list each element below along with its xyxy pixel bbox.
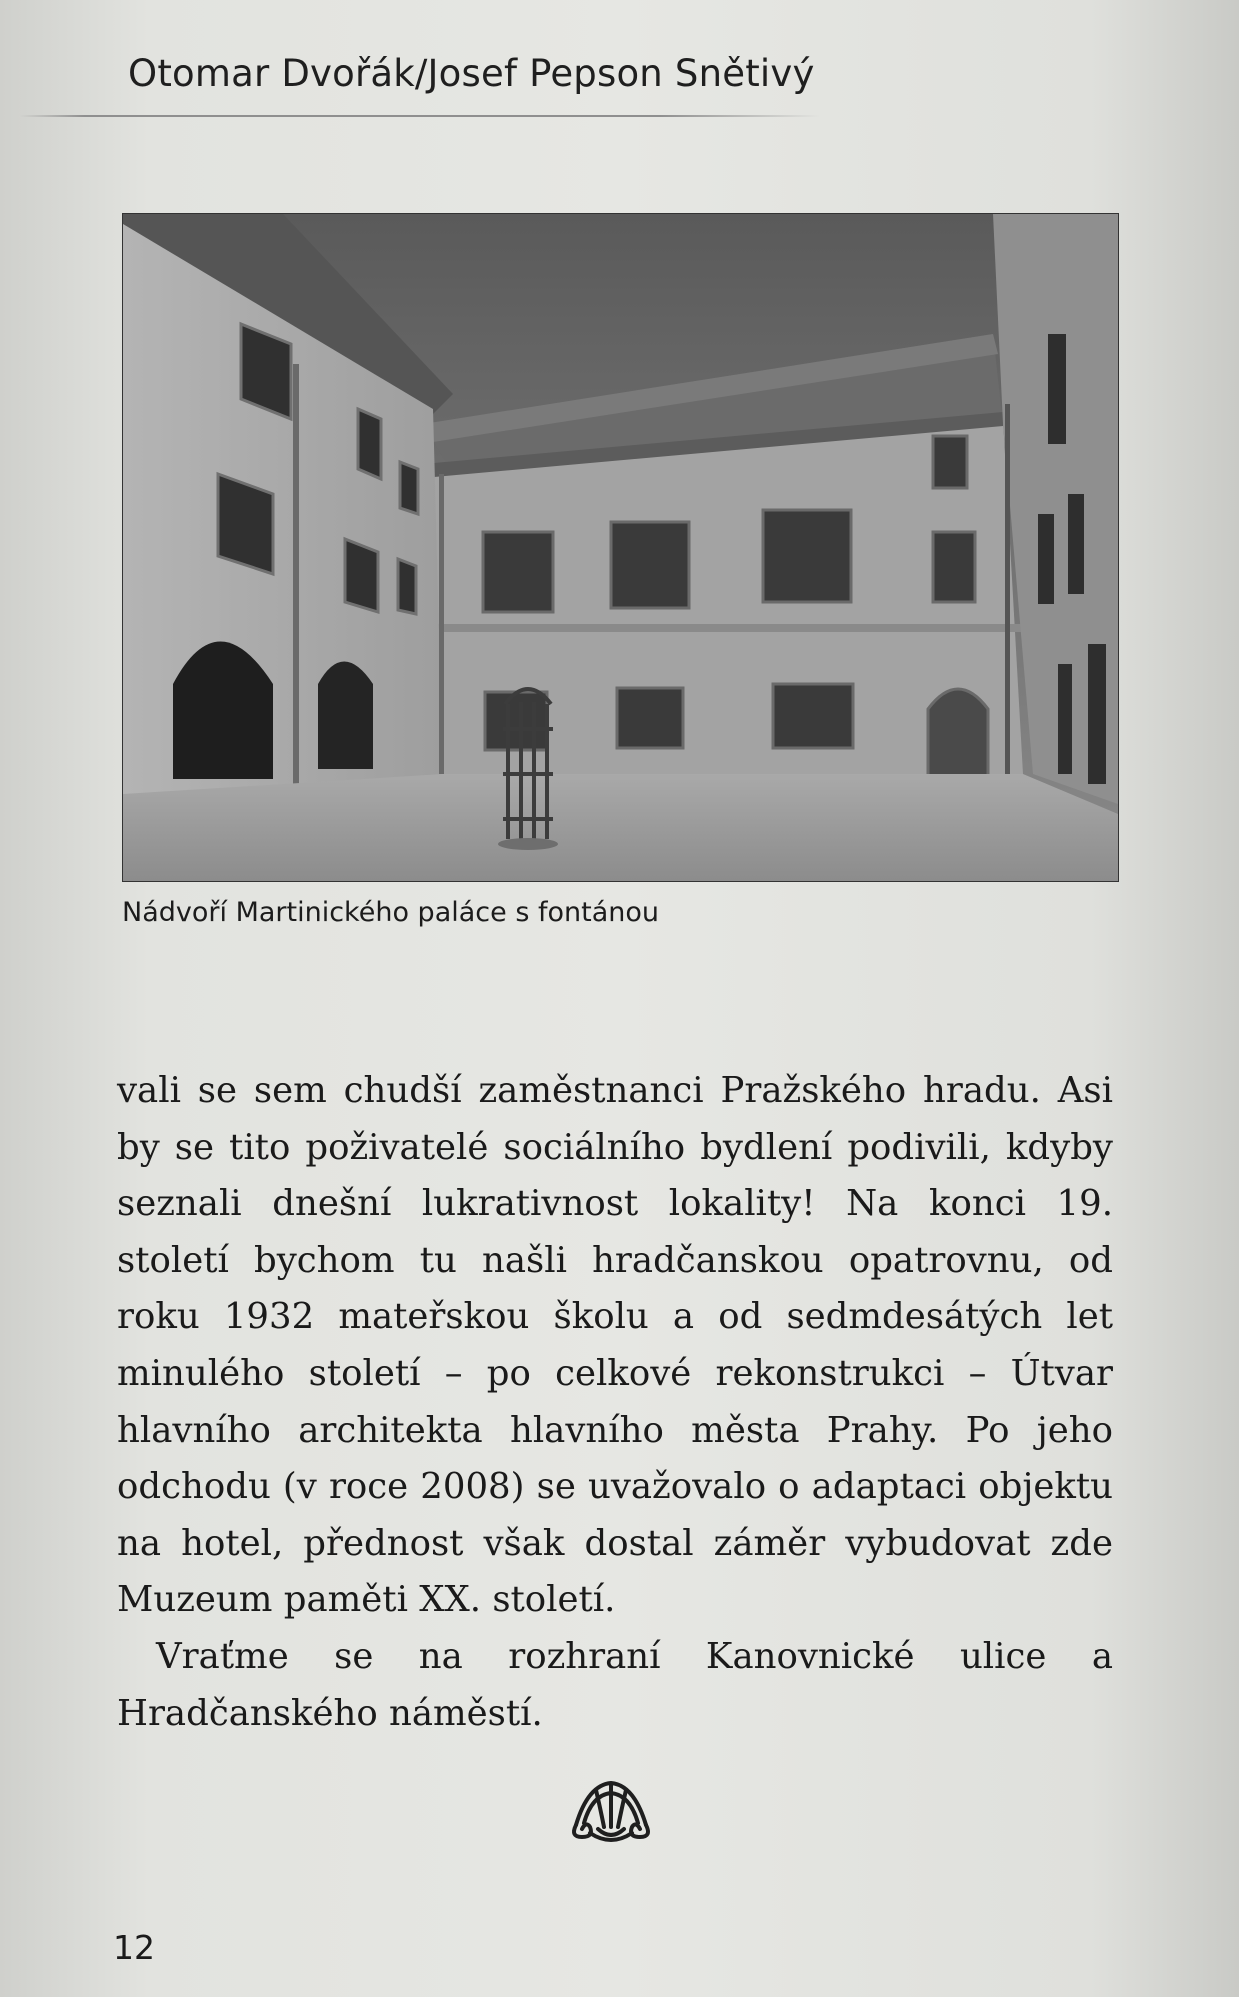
body-text	[117, 1063, 1113, 1742]
courtyard-photo	[122, 213, 1119, 882]
shell-ornament-icon	[568, 1775, 654, 1845]
paragraph-1: vali se sem chudší zaměstnanci Pražského hradu. Asi by se tito poživatelé sociálního bydlení podivili, kdyby seznali dnešní lukrativnost lokality! Na konci 19. století bychom tu našli hradčanskou opatrovnu, od roku 1932 mateřskou školu a od sedmdesátých let minulého století – po celkové rekonstrukci – Útvar hlavního architekta hlavního města Prahy. Po jeho odchodu (v roce 2008) se uvažovalo o adaptaci objektu na hotel, přednost však dostal záměr vybudovat zde Muzeum paměti XX. století.	[117, 1070, 1113, 1621]
page-number: 12	[113, 1928, 155, 1967]
header-rule	[20, 115, 820, 117]
photo-caption: Nádvoří Martinického paláce s fontánou	[122, 897, 659, 928]
running-head: Otomar Dvořák/Josef Pepson Snětivý	[128, 52, 815, 95]
paragraph-2: Vraťme se na rozhraní Kanovnické ulice a Hradčanského náměstí.	[117, 1635, 1113, 1734]
